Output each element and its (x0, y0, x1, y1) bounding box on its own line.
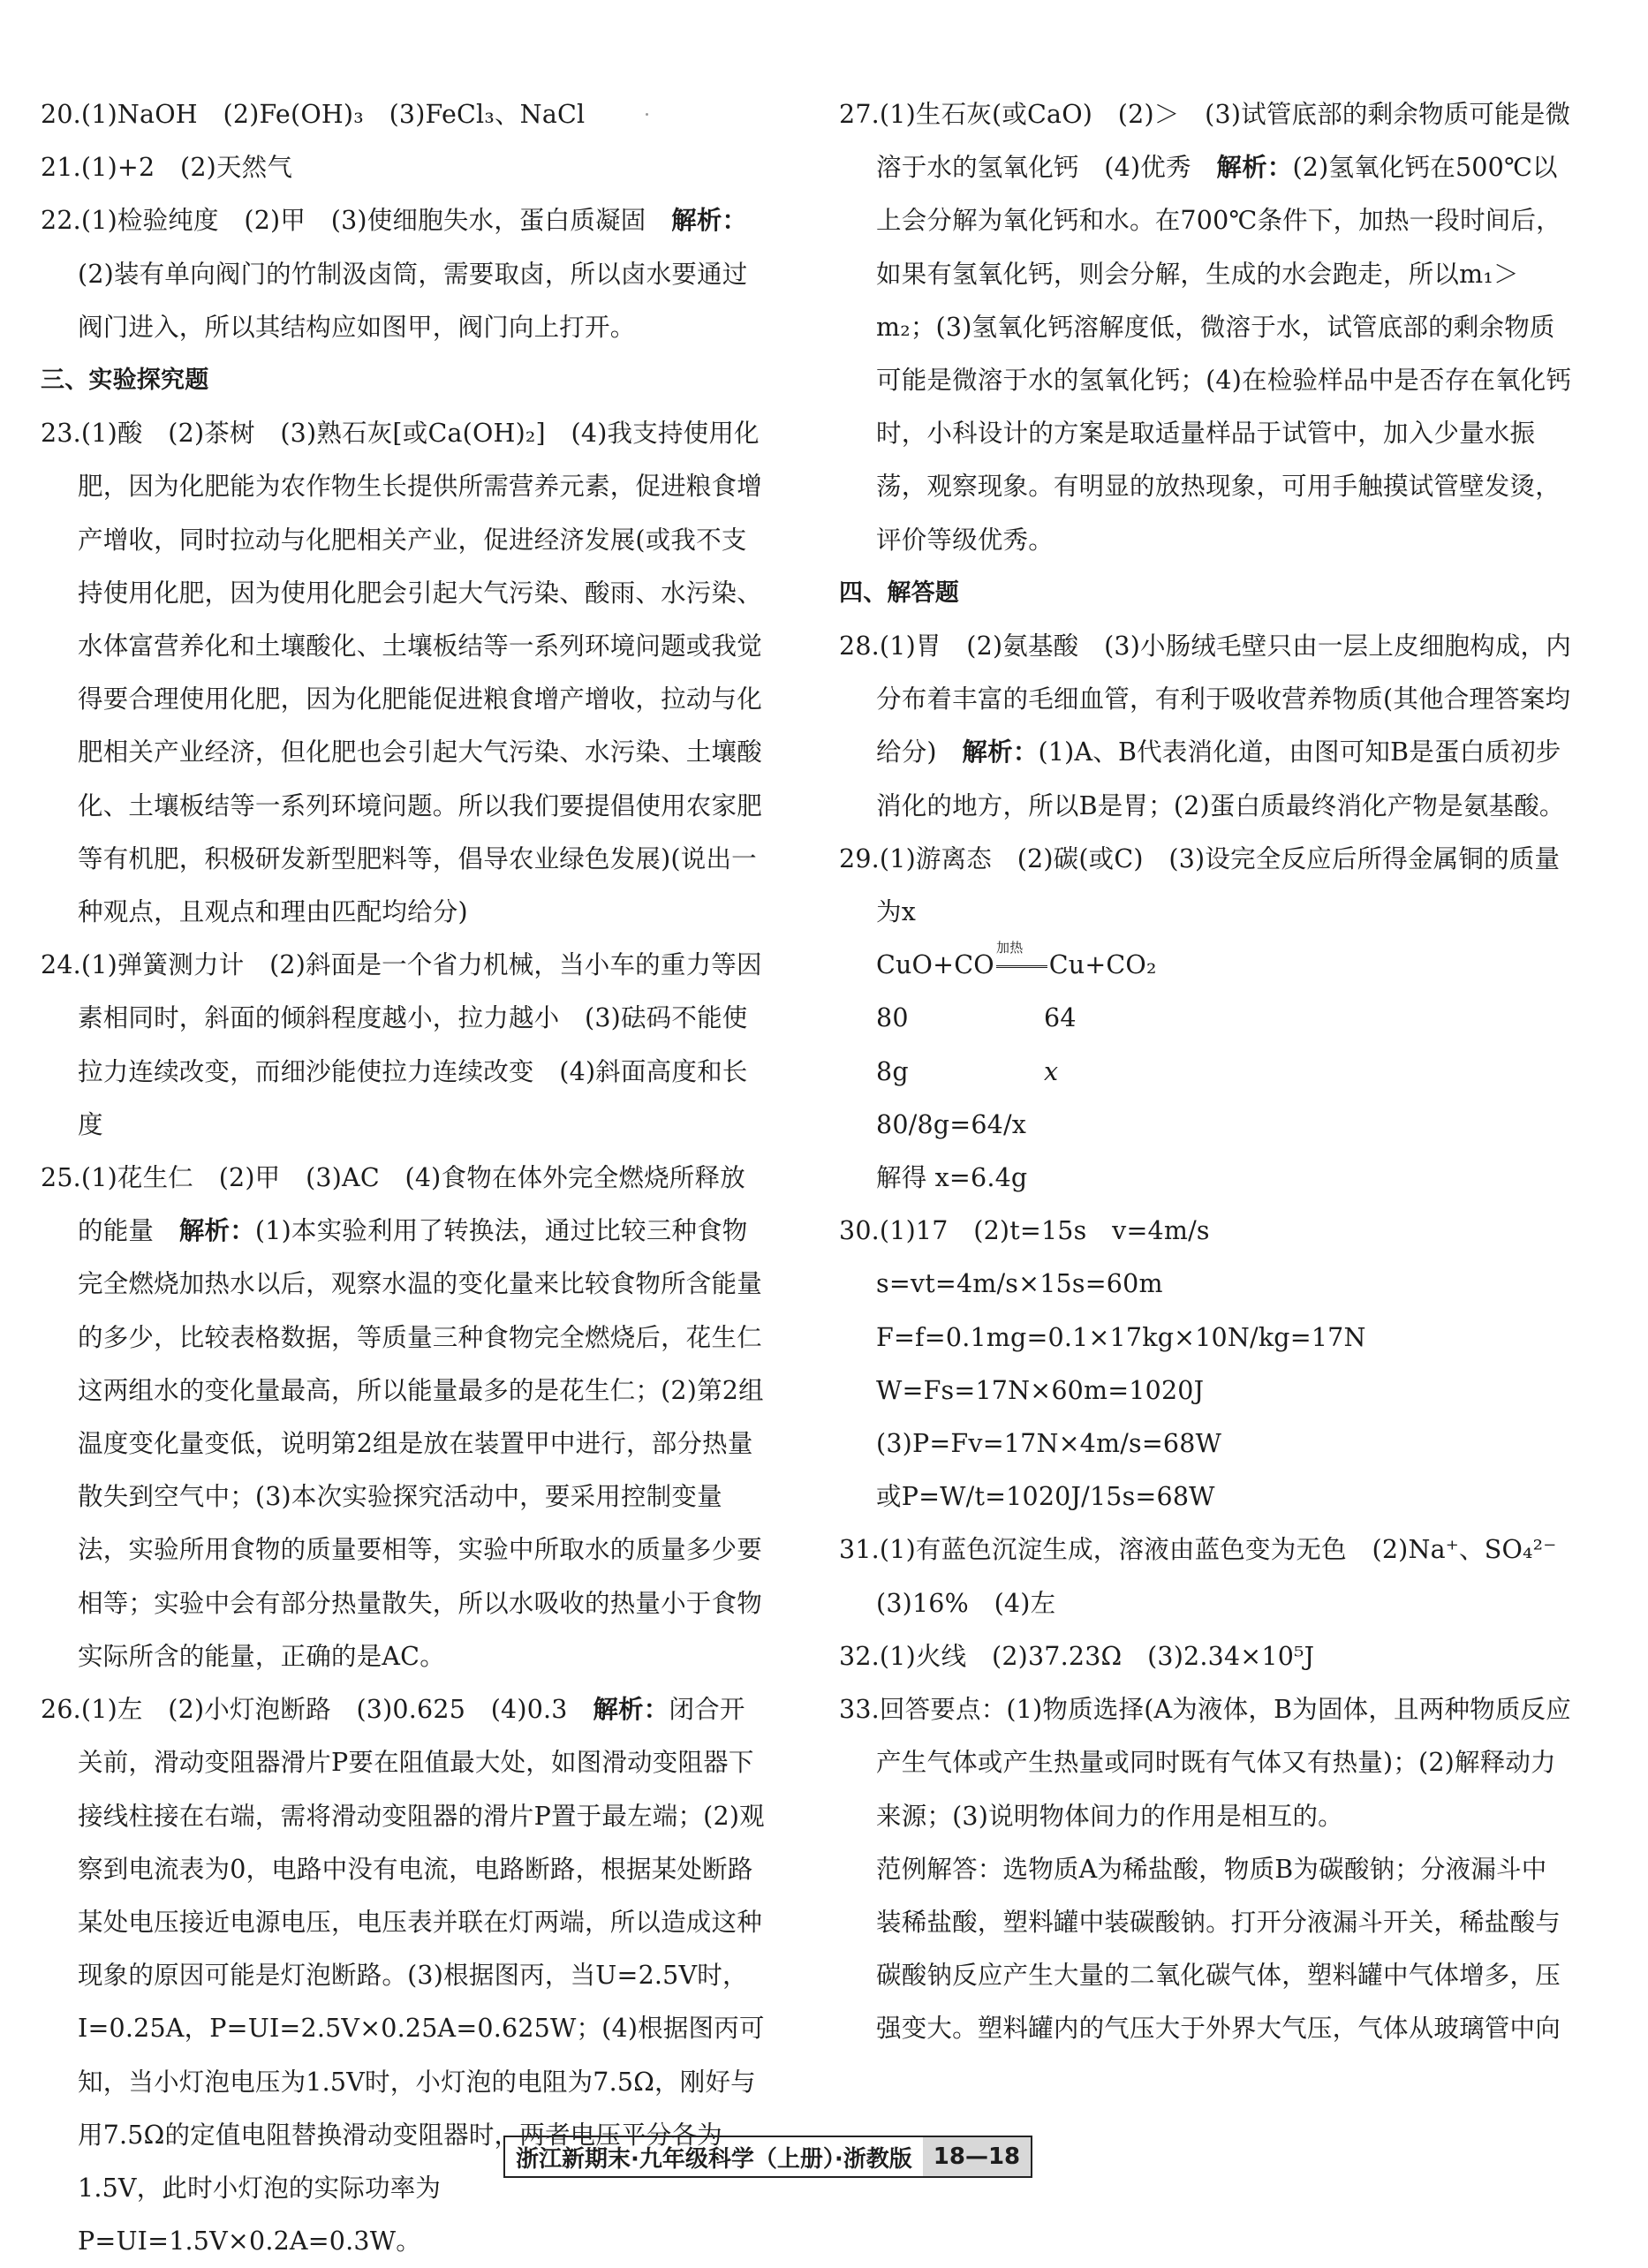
equation-arrow (996, 965, 1047, 968)
section-title-3: 三、实验探究题 (41, 367, 209, 395)
analysis-label: 解析： (178, 1216, 255, 1246)
answer-22-main: 22.(1)检验纯度 (2)甲 (3)使细胞失水，蛋白质凝固 (41, 206, 672, 236)
answer-25-main: 25.(1)花生仁 (2)甲 (3)AC (4)食物在体外完全燃烧所释放的能量 (41, 1163, 745, 1246)
answer-33: 33.回答要点：(1)物质选择(A为液体，B为固体，且两种物质反应产生气体或产生热量或同时既有气体又有热量)；(2)解释动力来源；(3)说明物体间力的作用是相互的。 (839, 1695, 1571, 1831)
answer-26-analysis: 闭合开关前，滑动变阻器滑片P要在阻值最大处，如图滑动变阻器下接线柱接在右端，需将滑动变阻器的滑片P置于最左端；(2)观察到电流表为0，电路中没有电流，电路断路，根据某处断路某处电压接近电源电压，电压表并联在灯两端，所以造成这种现象的原因可能是灯泡断路。(3)根据图丙，当U=2.5V时，I=0.25A，P=UI=2.5V×0.25A=0.625W；(4)根据图丙可知，当小灯泡电压为1.5V时，小灯泡的电阻为7.5Ω，刚好与用7.5Ω的定值电阻替换滑动变阻器时，两者电压平分各为1.5V，此时小灯泡的实际功率为P=UI=1.5V×0.2A=0.3W。 (78, 1695, 765, 2257)
solution-line: 解得 x=6.4g (876, 1163, 1028, 1193)
answer-30-line: (3)P=Fv=17N×4m/s=68W (876, 1429, 1222, 1459)
page-footer (503, 2136, 1032, 2178)
answer-26 (41, 1683, 767, 2268)
answer-21: 21.(1)+2 (2)天然气 (41, 153, 293, 183)
left-column (41, 88, 767, 2268)
answer-32: 32.(1)火线 (2)37.23Ω (3)2.34×10⁵J (839, 1641, 1315, 1671)
answer-30-line: F=f=0.1mg=0.1×17kg×10N/kg=17N (876, 1322, 1366, 1352)
answer-26-main: 26.(1)左 (2)小灯泡断路 (3)0.625 (4)0.3 (41, 1695, 593, 1725)
answer-30-line: s=vt=4m/s×15s=60m (876, 1269, 1163, 1299)
answer-33-example: 范例解答：选物质A为稀盐酸，物质B为碳酸钠；分液漏斗中装稀盐酸，塑料罐中装碳酸钠。打开分液漏斗开关，稀盐酸与碳酸钠反应产生大量的二氧化碳气体，塑料罐中气体增多，压强变大。塑料罐内的气压大于外界大气压，气体从玻璃管中向 (876, 1854, 1561, 2044)
analysis-label: 解析： (962, 737, 1039, 767)
ratio-line: 80/8g=64/x (876, 1109, 1027, 1139)
mass-cuo: 8g (876, 1056, 909, 1086)
chemical-equation (839, 939, 1572, 992)
reaction-condition: 加热 (996, 940, 1024, 956)
footer-title: 浙江新期末·九年级科学（上册）·浙教版 (516, 2145, 912, 2173)
answer-28-analysis: (1)A、B代表消化道，由图可知B是蛋白质初步消化的地方，所以B是胃；(2)蛋白质最终消化产物是氨基酸。 (876, 737, 1565, 820)
analysis-label: 解析： (1216, 153, 1293, 183)
section-title-4: 四、解答题 (839, 578, 959, 607)
answer-30: 30.(1)17 (2)t=15s v=4m/s (839, 1216, 1210, 1246)
answer-30-line: 或P=W/t=1020J/15s=68W (876, 1482, 1215, 1512)
answer-28 (839, 620, 1572, 833)
analysis-label: 解析： (671, 206, 748, 236)
answer-24: 24.(1)弹簧测力计 (2)斜面是一个省力机械，当小车的重力等因素相同时，斜面的倾斜程度越小，拉力越小 (3)砝码不能使拉力连续改变，而细沙能使拉力连续改变 (4)斜面高度和长度 (41, 950, 762, 1139)
answer-20: 20.(1)NaOH (2)Fe(OH)₃ (3)FeCl₃、NaCl (41, 100, 586, 129)
equation-products: Cu+CO₂ (1048, 950, 1157, 980)
mass-cu: x (1044, 1056, 1059, 1086)
answer-27 (839, 88, 1572, 567)
analysis-label: 解析： (593, 1695, 669, 1725)
answer-27-main: 27.(1)生石灰(或CaO) (2)＞ (3)试管底部的剩余物质可能是微溶于水的氢氧化钙 (4)优秀 (839, 100, 1571, 183)
mass-row (839, 1046, 1572, 1099)
equation-reactants: CuO+CO (876, 950, 994, 980)
answer-29: 29.(1)游离态 (2)碳(或C) (3)设完全反应后所得金属铜的质量为x (839, 843, 1561, 927)
answer-27-analysis: (2)氢氧化钙在500℃以上会分解为氧化钙和水。在700℃条件下，加热一段时间后，如果有氢氧化钙，则会分解，生成的水会跑走，所以m₁＞m₂；(3)氢氧化钙溶解度低，微溶于水，试管底部的剩余物质可能是微溶于水的氢氧化钙；(4)在检验样品中是否存在氧化钙时，小科设计的方案是取适量样品于试管中，加入少量水振荡，观察现象。有明显的放热现象，可用手触摸试管壁发烫，评价等级优秀。 (876, 153, 1572, 555)
answer-22 (41, 194, 767, 354)
molar-mass-row (839, 992, 1572, 1045)
molar-mass-cu: 64 (1044, 1003, 1077, 1033)
page-number: 18—18 (923, 2137, 1031, 2176)
molar-mass-cuo: 80 (876, 1003, 909, 1033)
answer-31: 31.(1)有蓝色沉淀生成，溶液由蓝色变为无色 (2)Na⁺、SO₄²⁻ (3)16% (4)左 (839, 1535, 1583, 1618)
answer-25-analysis: (1)本实验利用了转换法，通过比较三种食物完全燃烧加热水以后，观察水温的变化量来比较食物所含能量的多少，比较表格数据，等质量三种食物完全燃烧后，花生仁这两组水的变化量最高，所以能量最多的是花生仁；(2)第2组温度变化量变低，说明第2组是放在装置甲中进行，部分热量散失到空气中；(3)本次实验探究活动中，要采用控制变量法，实验所用食物的质量要相等，实验中所取水的质量多少要相等；实验中会有部分热量散失，所以水吸收的热量小于食物实际所含的能量，正确的是AC。 (78, 1216, 764, 1671)
answer-22-analysis: (2)装有单向阀门的竹制汲卤筒，需要取卤，所以卤水要通过阀门进入，所以其结构应如图甲，阀门向上打开。 (78, 259, 748, 342)
right-column (839, 88, 1583, 2056)
answer-25 (41, 1152, 767, 1683)
answer-30-line: W=Fs=17N×60m=1020J (876, 1375, 1205, 1405)
answer-23: 23.(1)酸 (2)茶树 (3)熟石灰[或Ca(OH)₂] (4)我支持使用化肥，因为化肥能为农作物生长提供所需营养元素，促进粮食增产增收，同时拉动与化肥相关产业，促进经济发展(或我不支持使用化肥，因为使用化肥会引起大气污染、酸雨、水污染、水体富营养化和土壤酸化、土壤板结等一系列环境问题或我觉得要合理使用化肥，因为化肥能促进粮食增产增收，拉动与化肥相关产业经济，但化肥也会引起大气污染、水污染、土壤酸化、土壤板结等一系列环境问题。所以我们要提倡使用农家肥等有机肥，积极研发新型肥料等，倡导农业绿色发展)(说出一种观点，且观点和理由匹配均给分) (41, 419, 762, 927)
answer-28-main: 28.(1)胃 (2)氨基酸 (3)小肠绒毛壁只由一层上皮细胞构成，内分布着丰富的毛细血管，有利于吸收营养物质(其他合理答案均给分) (839, 631, 1571, 767)
